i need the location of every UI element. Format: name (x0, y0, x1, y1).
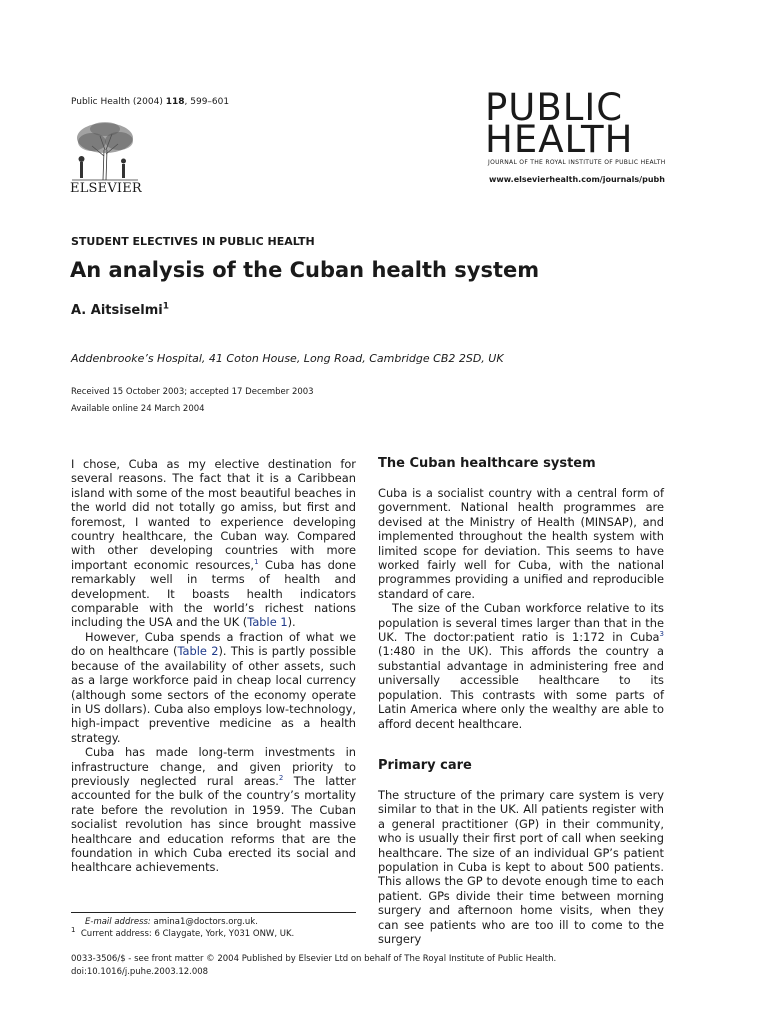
issn-line: 0033-3506/$ - see front matter © 2004 Published by Elsevier Ltd on behalf of The Royal Institute of Public Health. (71, 954, 557, 964)
author-affiliation: Addenbrooke’s Hospital, 41 Coton House, Long Road, Cambridge CB2 2SD, UK (71, 352, 504, 365)
text-run: ). This is partly possible because of the availability of other assets, such as a large workforce paid in cheap local currency (although some sectors of the economy operate in US dollars). Cuba also employs low-technology, high-impact preventive medicine as a health strategy. (71, 644, 356, 745)
received-dates: Received 15 October 2003; accepted 17 December 2003 (71, 387, 314, 397)
footnote-text: Current address: 6 Claygate, York, Y031 ONW, UK. (80, 929, 295, 939)
reference-link[interactable]: 1 (254, 558, 259, 567)
footnotes (71, 916, 356, 940)
text-run: Cuba has made long-term investments in infrastructure change, and given priority to previously neglected rural areas. (71, 745, 356, 788)
right-column (378, 456, 664, 946)
text-run: The latter accounted for the bulk of the country’s mortality rate before the revolution in 1959. The Cuban socialist revolution has since brought massive healthcare and education reforms that are the foundation in which Cuba erected its social and healthcare achievements. (71, 773, 356, 875)
article-title: An analysis of the Cuban health system (70, 258, 540, 282)
paragraph (378, 601, 664, 731)
author-line (71, 303, 169, 318)
reference-link[interactable]: 3 (659, 630, 664, 639)
left-column (71, 457, 356, 875)
paragraph (71, 630, 356, 745)
text-run: (1:480 in the UK). This affords the country a substantial advantage in administering free and universally accessible healthcare to its population. This contrasts with some parts of Latin America where only the wealthy are able to afford decent healthcare. (378, 644, 664, 731)
citation-volume: 118 (165, 97, 185, 107)
author-footnote-mark: 1 (162, 301, 169, 312)
email-label: E-mail address: (85, 917, 151, 927)
citation-pages: , 599–601 (184, 97, 230, 107)
elsevier-tree-logo-icon (70, 120, 140, 182)
table-2-link[interactable]: Table 2 (177, 644, 219, 659)
copyright-block (71, 953, 556, 979)
journal-subtitle: JOURNAL OF THE ROYAL INSTITUTE OF PUBLIC HEALTH (488, 159, 666, 166)
text-run: The size of the Cuban workforce relative to its population is several times larger than that in the UK. The doctor:patient ratio is 1:172 in Cuba (378, 601, 664, 645)
doi-line[interactable]: doi:10.1016/j.puhe.2003.12.008 (71, 967, 209, 977)
text-run: However, Cuba spends a fraction of what we do on healthcare ( (71, 629, 356, 659)
text-run: I chose, Cuba as my elective destination for several reasons. The fact that it is a Caribbean island with some of the most beautiful beaches in the world did not totally go amiss, but first and foremost, I wanted to experience developing country healthcare, the Cuban way. Compared with other developing countries with more important economic resources, (71, 457, 356, 572)
journal-masthead-public: PUBLIC (485, 86, 624, 129)
section-heading: Primary care (378, 757, 472, 773)
citation-line (71, 97, 229, 107)
paragraph (71, 745, 356, 875)
reference-link[interactable]: 2 (278, 774, 284, 783)
email-address[interactable]: amina1@doctors.org.uk. (150, 917, 258, 927)
paragraph (71, 457, 356, 630)
author-name: A. Aitsiselmi (71, 303, 163, 318)
text-run: Cuba has done remarkably well in terms of health and development. It boasts health indicators comparable with the world’s richest nations including the USA and the UK ( (71, 557, 356, 630)
text-run: ). (287, 615, 296, 630)
citation-journal: Public Health (2004) (71, 97, 163, 107)
available-online-date: Available online 24 March 2004 (71, 404, 205, 414)
journal-masthead-health: HEALTH (485, 118, 634, 161)
journal-url-link[interactable]: www.elsevierhealth.com/journals/pubh (489, 175, 665, 184)
email-footnote (71, 916, 356, 928)
section-heading: The Cuban healthcare system (378, 456, 596, 471)
footnote-mark: 1 (71, 926, 76, 935)
table-1-link[interactable]: Table 1 (247, 615, 288, 630)
footnote-divider (71, 912, 356, 913)
paragraph: Cuba is a socialist country with a central form of government. National health programmes are devised at the Ministry of Health (MINSAP), and implemented throughout the health system with limited scope for deviation. This seems to have worked fairly well for Cuba, with the national programmes providing a unified and reproducible standard of care. (378, 486, 664, 601)
paragraph: The structure of the primary care system is very similar to that in the UK. All patients register with a general practitioner (GP) in their community, who is usually their first port of call when seeking healthcare. The size of an individual GP’s patient population in Cuba is kept to about 500 patients. This allows the GP to devote enough time to each patient. GPs divide their time between morning surgery and afternoon home visits, when they can see patients who are too ill to come to the surgery (378, 787, 664, 946)
section-label: STUDENT ELECTIVES IN PUBLIC HEALTH (71, 235, 315, 248)
address-footnote (71, 928, 356, 940)
publisher-name: ELSEVIER (70, 181, 142, 196)
